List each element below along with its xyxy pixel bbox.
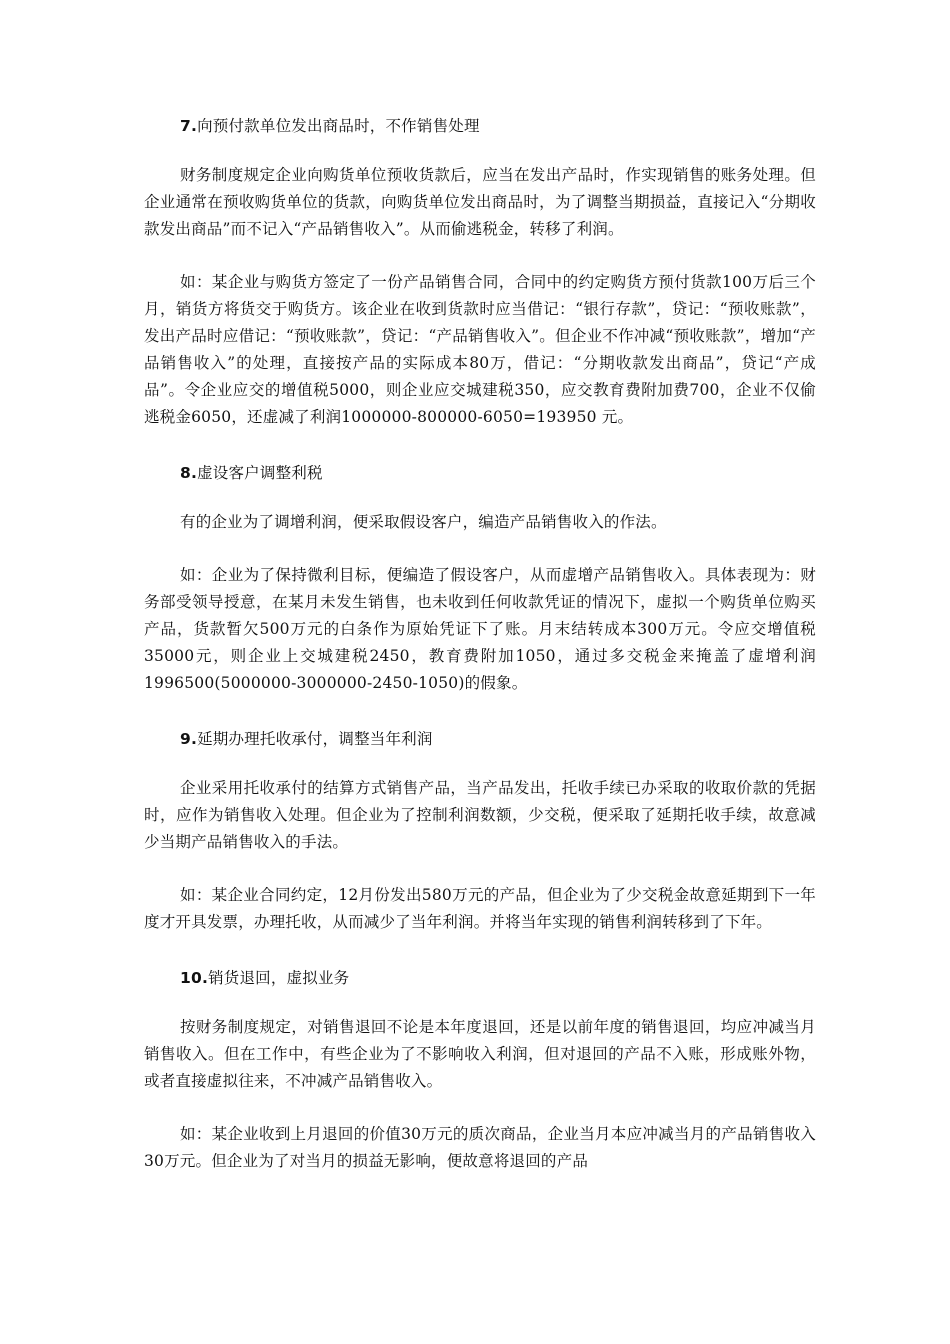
section-title: 销货退回，虚拟业务 (208, 969, 350, 987)
section-number: 7. (180, 117, 198, 135)
section-10 (144, 964, 816, 1175)
paragraph: 如：某企业收到上月退回的价值30万元的质次商品，企业当月本应冲减当月的产品销售收入30万元。但企业为了对当月的损益无影响，便故意将退回的产品 (144, 1125, 816, 1170)
section-number: 9. (180, 730, 198, 748)
paragraph: 企业采用托收承付的结算方式销售产品，当产品发出，托收手续已办采取的收取价款的凭据时，应作为销售收入处理。但企业为了控制利润数额，少交税，便采取了延期托收手续，故意减少当期产品销售收入的手法。 (144, 779, 816, 851)
section-number: 10. (180, 969, 209, 987)
section-number: 8. (180, 464, 198, 482)
section-heading (180, 459, 816, 487)
section-title: 向预付款单位发出商品时，不作销售处理 (197, 117, 480, 135)
section-heading (180, 112, 816, 140)
section-8 (144, 459, 816, 697)
section-9 (144, 725, 816, 936)
section-title: 延期办理托收承付，调整当年利润 (197, 730, 433, 748)
paragraph: 如：某企业与购货方签定了一份产品销售合同，合同中的约定购货方预付货款100万后三个月，销货方将货交于购货方。该企业在收到货款时应当借记：“银行存款”，贷记：“预收账款”，发出产品时应借记：“预收账款”，贷记：“产品销售收入”。但企业不作冲减“预收账款”，增加“产品销售收入”的处理，直接按产品的实际成本80万，借记：“分期收款发出商品”，贷记“产成品”。令企业应交的增值税5000，则企业应交城建税350，应交教育费附加费700，企业不仅偷逃税金6050，还虚减了利润1000000-800000-6050=193950 元。 (144, 273, 816, 426)
paragraph: 如：某企业合同约定，12月份发出580万元的产品，但企业为了少交税金故意延期到下一年度才开具发票，办理托收，从而减少了当年利润。并将当年实现的销售利润转移到了下年。 (144, 886, 816, 931)
section-heading (180, 964, 816, 992)
document-page (144, 112, 816, 1175)
paragraph: 财务制度规定企业向购货单位预收货款后，应当在发出产品时，作实现销售的账务处理。但企业通常在预收购货单位的货款，向购货单位发出商品时，为了调整当期损益，直接记入“分期收款发出商品”而不记入“产品销售收入”。从而偷逃税金，转移了利润。 (144, 166, 816, 238)
section-heading (180, 725, 816, 753)
paragraph: 按财务制度规定，对销售退回不论是本年度退回，还是以前年度的销售退回，均应冲减当月销售收入。但在工作中，有些企业为了不影响收入利润，但对退回的产品不入账，形成账外物，或者直接虚拟往来，不冲减产品销售收入。 (144, 1018, 816, 1090)
paragraph: 如：企业为了保持微利目标，便编造了假设客户，从而虚增产品销售收入。具体表现为：财务部受领导授意，在某月未发生销售，也未收到任何收款凭证的情况下，虚拟一个购货单位购买产品，货款暂欠500万元的白条作为原始凭证下了账。月末结转成本300万元。令应交增值税35000元，则企业上交城建税2450，教育费附加1050，通过多交税金来掩盖了虚增利润1996500(5000000-3000000-2450-1050)的假象。 (144, 566, 816, 692)
paragraph: 有的企业为了调增利润，便采取假设客户，编造产品销售收入的作法。 (180, 513, 667, 531)
section-title: 虚设客户调整利税 (197, 464, 323, 482)
section-7 (144, 112, 816, 431)
